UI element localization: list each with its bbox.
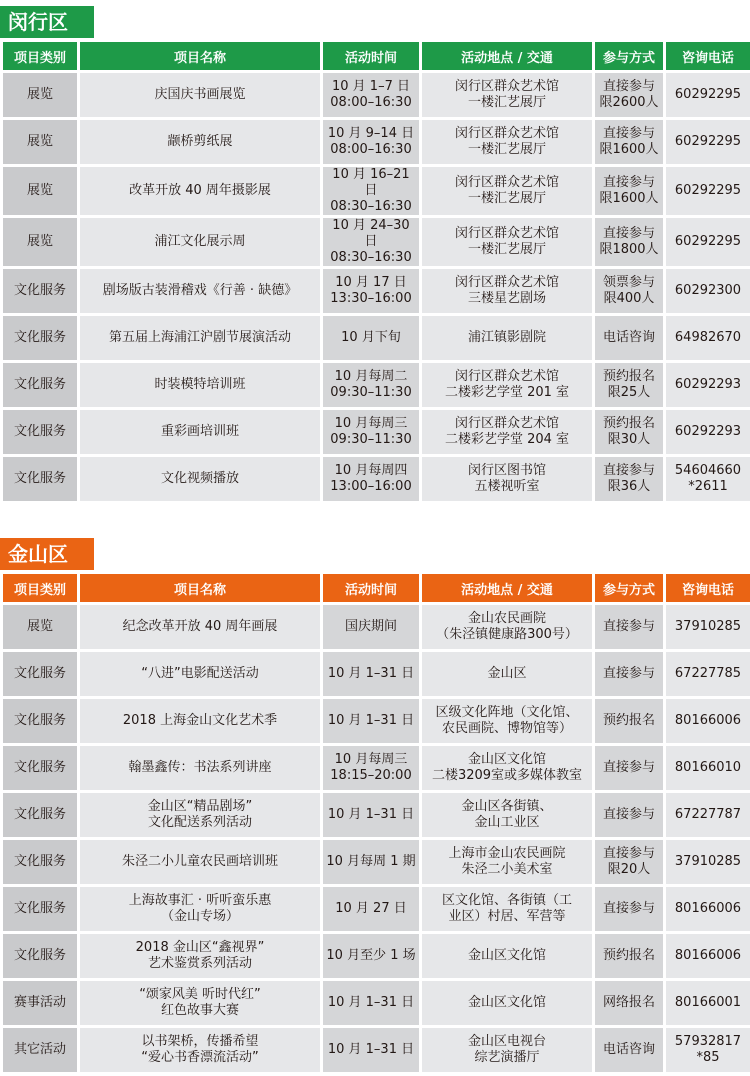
- cell-name: 朱泾二小儿童农民画培训班: [80, 840, 320, 884]
- cell-mode: 直接参与: [595, 887, 663, 931]
- cell-time: 10 月每周 1 期: [323, 840, 419, 884]
- cell-category: 展览: [3, 605, 77, 649]
- header-place: 活动地点 / 交通: [422, 574, 592, 602]
- cell-mode: 电话咨询: [595, 316, 663, 360]
- header-mode: 参与方式: [595, 574, 663, 602]
- table-row: [3, 410, 750, 454]
- jinshan-schedule-table: [0, 571, 750, 1075]
- table-row: [3, 363, 750, 407]
- table-row: [3, 120, 750, 164]
- table-row: [3, 934, 750, 978]
- cell-phone: 60292300: [666, 269, 750, 313]
- cell-phone: 67227787: [666, 793, 750, 837]
- cell-time: 国庆期间: [323, 605, 419, 649]
- table-row: [3, 652, 750, 696]
- cell-place: 区文化馆、各街镇（工 业区）村居、军营等: [422, 887, 592, 931]
- cell-category: 文化服务: [3, 746, 77, 790]
- cell-phone: 54604660 *2611: [666, 457, 750, 501]
- cell-category: 文化服务: [3, 457, 77, 501]
- cell-name: 上海故事汇 · 听听蛮乐惠 （金山专场）: [80, 887, 320, 931]
- cell-name: 重彩画培训班: [80, 410, 320, 454]
- cell-mode: 直接参与: [595, 746, 663, 790]
- cell-place: 闵行区群众艺术馆 二楼彩艺学堂 204 室: [422, 410, 592, 454]
- cell-mode: 预约报名: [595, 699, 663, 743]
- header-phone: 咨询电话: [666, 42, 750, 70]
- cell-mode: 预约报名 限25人: [595, 363, 663, 407]
- cell-category: 文化服务: [3, 652, 77, 696]
- cell-time: 10 月 1–31 日: [323, 1028, 419, 1072]
- cell-name: 改革开放 40 周年摄影展: [80, 167, 320, 215]
- cell-phone: 80166006: [666, 934, 750, 978]
- cell-place: 金山区各街镇、 金山工业区: [422, 793, 592, 837]
- cell-place: 区级文化阵地（文化馆、 农民画院、博物馆等）: [422, 699, 592, 743]
- cell-category: 展览: [3, 73, 77, 117]
- cell-name: 颛桥剪纸展: [80, 120, 320, 164]
- cell-phone: 80166001: [666, 981, 750, 1025]
- cell-phone: 60292293: [666, 410, 750, 454]
- cell-category: 文化服务: [3, 316, 77, 360]
- cell-place: 金山区电视台 综艺演播厅: [422, 1028, 592, 1072]
- table-row: [3, 316, 750, 360]
- cell-phone: 80166010: [666, 746, 750, 790]
- cell-place: 闵行区群众艺术馆 二楼彩艺学堂 201 室: [422, 363, 592, 407]
- cell-time: 10 月 27 日: [323, 887, 419, 931]
- cell-phone: 37910285: [666, 840, 750, 884]
- minhang-schedule-table: [0, 39, 750, 504]
- cell-mode: 领票参与 限400人: [595, 269, 663, 313]
- cell-category: 文化服务: [3, 410, 77, 454]
- cell-mode: 预约报名: [595, 934, 663, 978]
- table-row: [3, 793, 750, 837]
- cell-name: 庆国庆书画展览: [80, 73, 320, 117]
- cell-mode: 直接参与 限1800人: [595, 218, 663, 266]
- cell-phone: 60292295: [666, 167, 750, 215]
- cell-name: 金山区“精品剧场” 文化配送系列活动: [80, 793, 320, 837]
- table-row: [3, 981, 750, 1025]
- cell-mode: 直接参与 限1600人: [595, 120, 663, 164]
- header-category: 项目类别: [3, 574, 77, 602]
- cell-time: 10 月下旬: [323, 316, 419, 360]
- cell-place: 闵行区群众艺术馆 三楼星艺剧场: [422, 269, 592, 313]
- cell-place: 闵行区群众艺术馆 一楼汇艺展厅: [422, 73, 592, 117]
- cell-name: 纪念改革开放 40 周年画展: [80, 605, 320, 649]
- cell-place: 闵行区群众艺术馆 一楼汇艺展厅: [422, 167, 592, 215]
- table-row: [3, 699, 750, 743]
- cell-name: 浦江文化展示周: [80, 218, 320, 266]
- cell-category: 文化服务: [3, 887, 77, 931]
- header-name: 项目名称: [80, 42, 320, 70]
- cell-phone: 67227785: [666, 652, 750, 696]
- cell-phone: 57932817 *85: [666, 1028, 750, 1072]
- cell-place: 金山区文化馆: [422, 981, 592, 1025]
- cell-category: 赛事活动: [3, 981, 77, 1025]
- cell-time: 10 月 1–7 日 08:00–16:30: [323, 73, 419, 117]
- table-row: [3, 605, 750, 649]
- cell-name: 以书架桥，传播希望 “爱心书香漂流活动”: [80, 1028, 320, 1072]
- table-header-row: [3, 42, 750, 70]
- cell-name: 2018 金山区“鑫视界” 艺术鉴赏系列活动: [80, 934, 320, 978]
- cell-category: 文化服务: [3, 934, 77, 978]
- cell-category: 其它活动: [3, 1028, 77, 1072]
- cell-time: 10 月每周二 09:30–11:30: [323, 363, 419, 407]
- cell-phone: 60292295: [666, 73, 750, 117]
- cell-place: 金山区: [422, 652, 592, 696]
- district-title-jinshan: 金山区: [0, 538, 94, 570]
- cell-phone: 80166006: [666, 699, 750, 743]
- cell-category: 文化服务: [3, 363, 77, 407]
- table-row: [3, 840, 750, 884]
- cell-category: 文化服务: [3, 269, 77, 313]
- cell-name: 第五届上海浦江沪剧节展演活动: [80, 316, 320, 360]
- cell-name: 时装模特培训班: [80, 363, 320, 407]
- cell-place: 金山区文化馆 二楼3209室或多媒体教室: [422, 746, 592, 790]
- cell-category: 文化服务: [3, 699, 77, 743]
- cell-phone: 80166006: [666, 887, 750, 931]
- header-name: 项目名称: [80, 574, 320, 602]
- cell-time: 10 月 9–14 日 08:00–16:30: [323, 120, 419, 164]
- cell-mode: 直接参与: [595, 652, 663, 696]
- cell-place: 闵行区群众艺术馆 一楼汇艺展厅: [422, 120, 592, 164]
- cell-phone: 37910285: [666, 605, 750, 649]
- cell-name: 剧场版古装滑稽戏《行善 · 缺德》: [80, 269, 320, 313]
- table-row: [3, 73, 750, 117]
- cell-mode: 直接参与 限2600人: [595, 73, 663, 117]
- cell-mode: 直接参与: [595, 605, 663, 649]
- cell-mode: 网络报名: [595, 981, 663, 1025]
- cell-mode: 直接参与 限36人: [595, 457, 663, 501]
- cell-mode: 预约报名 限30人: [595, 410, 663, 454]
- cell-phone: 60292295: [666, 218, 750, 266]
- cell-time: 10 月每周三 18:15–20:00: [323, 746, 419, 790]
- jinshan-rows: [3, 605, 750, 1072]
- table-row: [3, 457, 750, 501]
- cell-category: 展览: [3, 120, 77, 164]
- cell-name: “颂家风美 听时代红” 红色故事大赛: [80, 981, 320, 1025]
- cell-time: 10 月 1–31 日: [323, 699, 419, 743]
- header-place: 活动地点 / 交通: [422, 42, 592, 70]
- cell-category: 文化服务: [3, 840, 77, 884]
- minhang-rows: [3, 73, 750, 501]
- cell-time: 10 月 1–31 日: [323, 981, 419, 1025]
- table-row: [3, 218, 750, 266]
- cell-place: 闵行区群众艺术馆 一楼汇艺展厅: [422, 218, 592, 266]
- table-row: [3, 887, 750, 931]
- cell-name: 2018 上海金山文化艺术季: [80, 699, 320, 743]
- header-time: 活动时间: [323, 574, 419, 602]
- header-mode: 参与方式: [595, 42, 663, 70]
- header-time: 活动时间: [323, 42, 419, 70]
- header-category: 项目类别: [3, 42, 77, 70]
- cell-place: 上海市金山农民画院 朱泾二小美术室: [422, 840, 592, 884]
- table-row: [3, 269, 750, 313]
- table-row: [3, 746, 750, 790]
- cell-mode: 直接参与 限1600人: [595, 167, 663, 215]
- cell-mode: 直接参与: [595, 793, 663, 837]
- cell-name: “八进”电影配送活动: [80, 652, 320, 696]
- cell-phone: 60292295: [666, 120, 750, 164]
- cell-mode: 直接参与 限20人: [595, 840, 663, 884]
- cell-place: 金山区文化馆: [422, 934, 592, 978]
- cell-time: 10 月至少 1 场: [323, 934, 419, 978]
- district-title-minhang: 闵行区: [0, 6, 94, 38]
- cell-category: 展览: [3, 167, 77, 215]
- cell-time: 10 月 1–31 日: [323, 793, 419, 837]
- cell-phone: 60292293: [666, 363, 750, 407]
- cell-mode: 电话咨询: [595, 1028, 663, 1072]
- cell-category: 文化服务: [3, 793, 77, 837]
- cell-name: 翰墨鑫传：书法系列讲座: [80, 746, 320, 790]
- cell-category: 展览: [3, 218, 77, 266]
- cell-time: 10 月每周四 13:00–16:00: [323, 457, 419, 501]
- cell-time: 10 月 1–31 日: [323, 652, 419, 696]
- cell-place: 闵行区图书馆 五楼视听室: [422, 457, 592, 501]
- cell-phone: 64982670: [666, 316, 750, 360]
- header-phone: 咨询电话: [666, 574, 750, 602]
- table-row: [3, 1028, 750, 1072]
- cell-time: 10 月 16–21 日 08:30–16:30: [323, 167, 419, 215]
- cell-name: 文化视频播放: [80, 457, 320, 501]
- cell-time: 10 月 17 日 13:30–16:00: [323, 269, 419, 313]
- cell-time: 10 月 24–30 日 08:30–16:30: [323, 218, 419, 266]
- cell-place: 浦江镇影剧院: [422, 316, 592, 360]
- cell-time: 10 月每周三 09:30–11:30: [323, 410, 419, 454]
- table-row: [3, 167, 750, 215]
- cell-place: 金山农民画院 （朱泾镇健康路300号）: [422, 605, 592, 649]
- table-header-row: [3, 574, 750, 602]
